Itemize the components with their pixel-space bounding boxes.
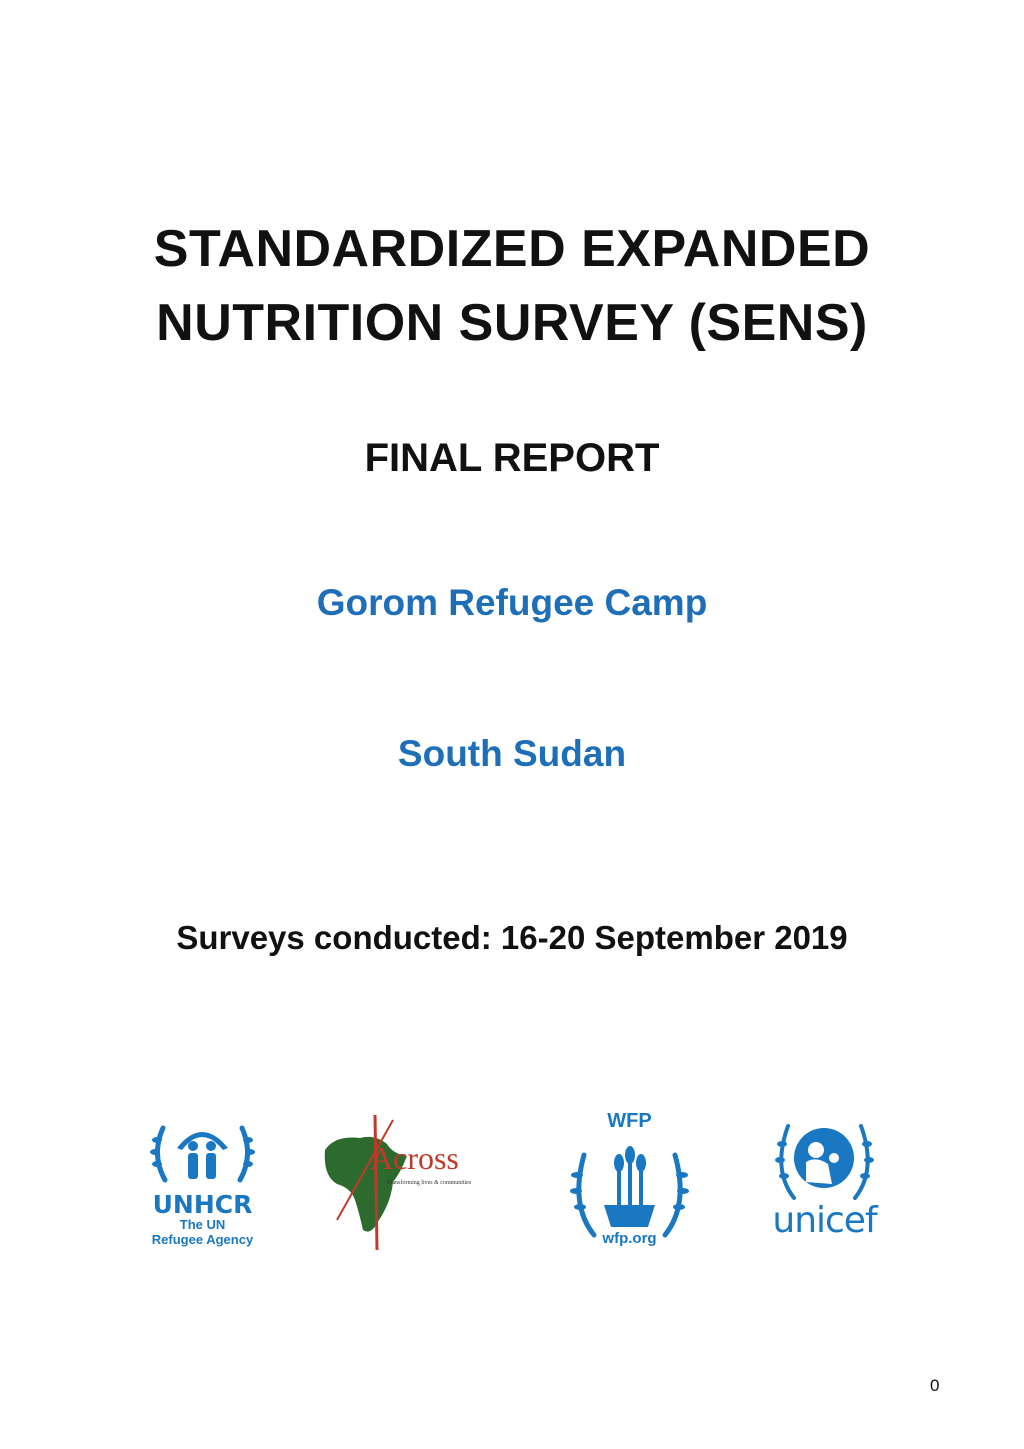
across-logo bbox=[315, 1110, 475, 1260]
wfp-logo bbox=[562, 1110, 697, 1260]
unhcr-name: UNHCR bbox=[152, 1190, 253, 1219]
wfp-name: WFP bbox=[607, 1110, 652, 1132]
unicef-name: unicef bbox=[772, 1200, 877, 1241]
unicef-logo bbox=[762, 1110, 887, 1260]
title-line-2: NUTRITION SURVEY (SENS) bbox=[156, 294, 868, 352]
unhcr-line3: Refugee Agency bbox=[151, 1232, 254, 1247]
country-name: South Sudan bbox=[397, 733, 627, 774]
across-name: Across bbox=[370, 1140, 459, 1176]
title-line-1: STANDARDIZED EXPANDED bbox=[153, 220, 871, 278]
unhcr-emblem-icon bbox=[135, 1110, 270, 1190]
unhcr-logo bbox=[135, 1110, 270, 1260]
camp-name: Gorom Refugee Camp bbox=[316, 582, 708, 623]
survey-dates: Surveys conducted: 16-20 September 2019 bbox=[176, 919, 848, 956]
wfp-url: wfp.org bbox=[602, 1230, 657, 1247]
unhcr-line2: The UN bbox=[179, 1217, 226, 1232]
across-tagline: Transforming lives & communities bbox=[387, 1180, 472, 1186]
page-number: 0 bbox=[930, 1376, 940, 1395]
report-title bbox=[0, 212, 1024, 360]
report-type: FINAL REPORT bbox=[364, 436, 660, 480]
unicef-emblem-icon bbox=[762, 1110, 887, 1205]
